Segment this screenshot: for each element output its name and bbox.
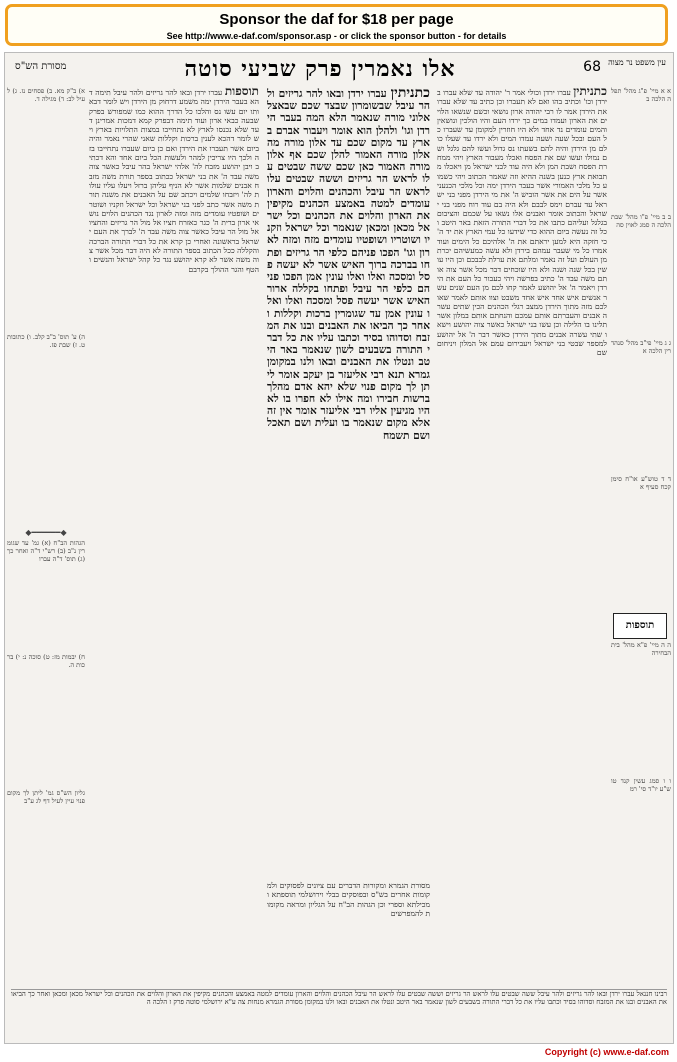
bottom-commentary: רבינו חננאל עברו ירדן ובאו להר גריזים ולהר עיבל ששה שבטים עלו לראש הר גריזים וששה שבטים עלו לראש הר עיבל הכהנים והלוים והארון עומדים למטה באמצע והכהנים מקיפין את הארון והלוים את הכהנים וכל ישראל מכאן ומכאן ואחר כך הביאו את האבנים ובנו את המזבח וסדוהו בסיד וכתבו עליו את כל דברי התורה בשבעים לשון שנאמר באר היטב ונטלו את האבנים ובאו ולנו במקומן מסורת הגמרא מנחות צה ע"א ירושלמי סוטה פרק ז הלכה ה [11, 989, 667, 1042]
margin-note: ג ג מיי' פי"ב מהל' סנהדרין הלכה א [611, 339, 671, 355]
margin-left-notes [7, 87, 85, 985]
page-header [5, 53, 673, 85]
copyright-link[interactable]: Copyright (c) www.e-daf.com [544, 1047, 669, 1057]
gemara-text: עברו ירדן ובאו להר גריזים ולהר עיבל שבשומרון שבצד שכם שבאצל אלוני מורה שנאמר הלא המה בעבר הירדן וגו' ולהלן הוא אומר ויעבור אברם בארץ עד מקום שכם עד אלון מורה מה אלון מורה האמור להלן שכם אף אלון מורה האמור כאן שכם ששה שבטים עלו לראש הר גריזים וששה שבטים עלו לראש הר עיבל והכהנים והלוים והארון עומדים למטה באמצע הכהנים מקיפין את הארון והלוים את הכהנים וכל ישראל מכאן ומכאן שנאמר וכל ישראל וזקניו ושוטריו ושופטיו עומדים מזה ומזה לארון וגו' הפכו פניהם כלפי הר גריזים ופתחו בברכה ברוך האיש אשר לא יעשה פסל ומסכה ואלו ואלו עונין אמן הפכו פניהם כלפי הר עיבל ופתחו בקללה ארור האיש אשר יעשה פסל ומסכה ואלו ואלו עונין אמן עד שגומרין ברכות וקללות ואחר כך הביאו את האבנים ובנו את המזבח וסדוהו בסיד וכתבו עליו את כל דברי התורה בשבעים לשון שנאמר באר היטב ונטלו את האבנים ובאו ולנו במקומן גמרא תנא רבי אליעזר בן יעקב אומר ליתן לך מקום פנוי שלא יהא אדם מהלך ברשות חבירו ומה אילו לא חפרו בו לא היו מגיעין אליו רבי אליעזר אומר אין זה אלא מקום שנאמר בו ועלית ושם תאכל ושם תשמח [267, 88, 430, 442]
tosafot-text: עברו ירדן ובאו להר גריזים ולהר עיבל תימה דהא בעבר הירדן ימה משמע דרחוק מן הירדן ויש לומר דבאותו יום עשו נס והלכו כל הדרך ההוא כמו שמפורש בפרק שבעה כבאי ארון ועוד תימה דבפרק קמא דמכות אמרינן דעד שלא נכנסו לארץ לא נתחייבו במצות התלויות בארץ ויש לומר דהכא לענין ברכות וקללות שאני שהרי נאמר והיה ביום אשר תעברו את הירדן ואם כן ביום שעברו נתחייבו בזה ולכך היו צריכין למהר ולעשות הכל ביום אחד והא דכתיב ויבן יהושע מזבח לה' אלהי ישראל בהר עיבל כאשר צוה משה עבד ה' את בני ישראל ככתוב בספר תורת משה מזבח אבנים שלמות אשר לא הניף עליהן ברזל ויעלו עליו עולות לה' ויזבחו שלמים ויכתב שם על האבנים את משנה תורת משה אשר כתב לפני בני ישראל וכל ישראל וזקניו ושוטרים ושופטיו עומדים מזה ומזה לארון נגד הכהנים הלוים נושאי ארון ברית ה' כגר כאזרח חציו אל מול הר גריזים והחציו אל מול הר עיבל כאשר צוה משה עבד ה' לברך את העם ישראל בראשונה ואחרי כן קרא את כל דברי התורה הברכה והקללה ככל הכתוב בספר התורה לא היה דבר מכל אשר צוה משה אשר לא קרא יהושע נגד כל קהל ישראל והנשים והטף והגר ההולך בקרבם [89, 88, 259, 274]
margin-note: ח) יבמות מז: ט) סוכה נ: י) ברכות ה. [7, 653, 85, 669]
margin-note: ו ו סמג עשין קנד טוש"ע יו"ד סי' רמ [611, 777, 671, 793]
masoret-label: מסורת הש"ס [15, 61, 67, 72]
talmud-page [4, 52, 674, 1044]
margin-note: גליון הש"ס גמ' ליתן לך מקום פנוי עיין לעיל דף לג ע"ב [7, 789, 85, 805]
tosafot-commentary [89, 87, 259, 985]
margin-note: הגהות הב"ח (א) גמ' עד שגומרין נ"ב (ב) רש"י ד"ה ואחר כך (ג) תוס' ד"ה עברו [7, 539, 85, 563]
margin-note: א) ב"ק מא. ב) פסחים נז. ג) לעיל לב: ד) מגילה ד. [7, 87, 85, 103]
tosafot-lead-word: תוספות [224, 87, 259, 98]
rashi-lead-word: כתניתין [573, 87, 607, 98]
gemara-lead-word: כתניתין [390, 87, 430, 101]
margin-note: ה ה מיי' פ"א מהל' בית הבחירה [611, 641, 671, 657]
margin-note: ה) ע' תוס' ב"ב קלב. ו) כתובות ט. ז) שבת פז. [7, 333, 85, 349]
rashi-commentary [437, 87, 607, 985]
gemara-footnote [267, 881, 430, 985]
sponsor-banner[interactable] [5, 4, 668, 46]
gemara-footnote-text: מסורת הגמרא ומקורות הדברים עם ציונים לפסוקים ולמקומות אחרים בש"ס ובפוסקים בבלי וירושלמי תוספתא ומכילתא וספרי וכן הגהות הב"ח על הגליון ומראה מקומות להמפרשים [267, 881, 430, 918]
margin-note: ד ד טוש"ע או"ח סימן קכח סעיף א [611, 475, 671, 491]
sponsor-subtitle[interactable]: See http://www.e-daf.com/sponsor.asp - or click the sponsor button - for details [166, 31, 507, 41]
page-title: אלו נאמרין פרק שביעי סוטה [184, 56, 456, 82]
margin-note: ב ב מיי' פ"ו מהל' שבת הלכה ה סמג לאוין סה [611, 213, 671, 229]
page-number: 68 [583, 59, 601, 75]
margin-right-notes [611, 87, 671, 985]
rashi-text: עברו ירדן וכולי אמר ר' יהודה עד שלא עברו בירדן וכו' וכתיב בהו ואם לא תעברו וכן כתיב עד שלא עברו את הירדן אמר לו רבי יהודה ארון נושאי וכשם שנשאו הלויים את הארון ועמדו במים כך ירדו העם והיו הולכין ונושאין והמים עומדים נד אחד ולא היו חוזרין למקומן עד שעברו כל העם ובכל שעה ושעה עמדו המים ולא ירדו עד שעלו כולם מן הירדן והיה להם בשעתו נס גדול ועשו להם גלגל ושם נמולו ועשו שם את הפסח ואכלו מעבור הארץ ויהי ממחרת הפסח ושבת המן ולא היה עוד לבני ישראל מן ויאכלו מתבואת ארץ כנען בשנה ההיא וזה שאמר הכתוב ויהי כשמוע כל מלכי האמורי אשר בעבר הירדן ימה וכל מלכי הכנעני אשר על הים את אשר הוביש ה' את מי הירדן מפני בני ישראל עד עברם וימס לבבם ולא היה בם עוד רוח מפני בני ישראל והכתוב אומר ואבנים אלו נשאו על שכמם והציבום בגלגל ועליהם כתבו את כל דברי התורה הזאת באר היטב וכל זה נעשה ביום ההוא כדי שידעו כל עמי הארץ את יד ה' כי חזקה היא למען יראתם את ה' אלהיכם כל הימים ועוד אמרו כל מי שעבר עמהם בירדן ולא עשה כמעשיהם יכרת מן העולם ועל זה נאמר ומלתם את ערלת לבבכם וכן היו עושין בכל שנה ושנה ולא היו שוכחים דבר מכל אשר צוה אותם משה עבד ה' כתיב בפרשה ויהי כעבור כל העם את הירדן ויאמר ה' אל יהושע לאמר קחו לכם מן העם שנים עשר אנשים איש אחד איש אחד משבט וצוו אותם לאמר שאו לכם מזה מתוך הירדן ממצב רגלי הכהנים הכין שתים עשרה אבנים והעברתם אותם עמכם והנחתם אותם במלון אשר תלינו בו הלילה וכן עשו בני ישראל כאשר צוה יהושע וישאו שתי עשרה אבנים מתוך הירדן כאשר דבר ה' אל יהושע למספר שבטי בני ישראל ויעבירום עמם אל המלון ויניחום שם [437, 88, 607, 358]
sponsor-title[interactable]: Sponsor the daf for $18 per page [219, 11, 454, 28]
ornament-divider: ◆━━━━━━◆ [25, 528, 67, 537]
margin-note: א א מיי' פ"ג מהל' תפלה הלכה ב [611, 87, 671, 103]
gemara-text-column [267, 87, 430, 877]
tosafot-box: תוספות [613, 613, 667, 639]
ein-mishpat-label: עין משפט נר מצוה [608, 58, 666, 67]
